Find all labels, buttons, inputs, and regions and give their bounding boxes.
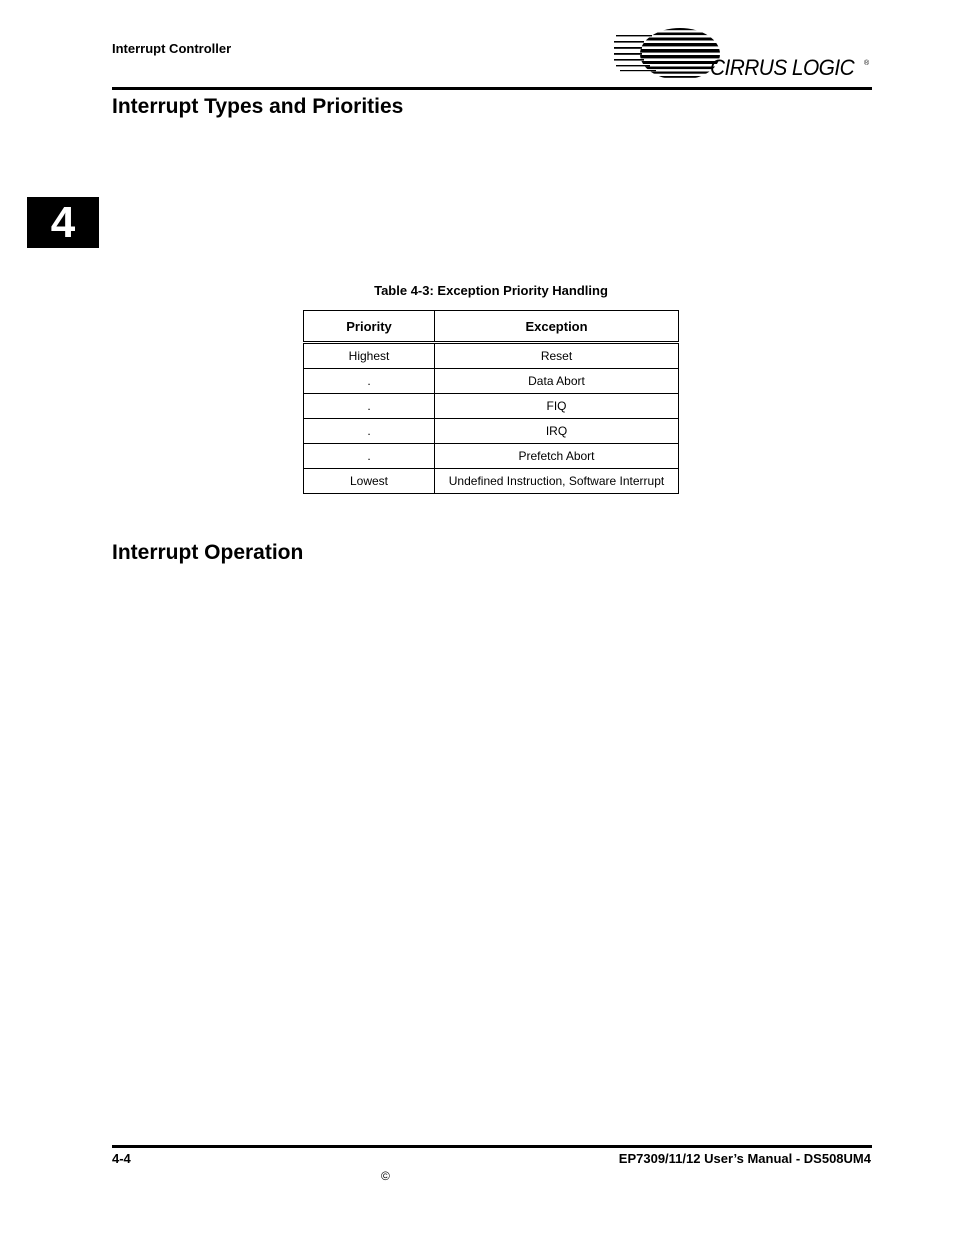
table-header-row xyxy=(304,311,679,343)
registered-mark: ® xyxy=(864,60,870,67)
priority-cell: . xyxy=(304,419,435,444)
section-title-interrupt-types: Interrupt Types and Priorities xyxy=(112,95,404,118)
table-row xyxy=(304,369,679,394)
copyright-symbol: © xyxy=(381,1169,390,1183)
exception-cell: FIQ xyxy=(435,394,679,419)
table-row xyxy=(304,419,679,444)
cirrus-logic-logo xyxy=(614,27,872,85)
column-header-exception: Exception xyxy=(435,311,679,343)
exception-cell: IRQ xyxy=(435,419,679,444)
priority-cell: . xyxy=(304,444,435,469)
table-row xyxy=(304,394,679,419)
chapter-tab: 4 xyxy=(27,197,99,248)
section-title-interrupt-operation: Interrupt Operation xyxy=(112,541,304,564)
exception-cell: Reset xyxy=(435,343,679,369)
exception-cell: Undefined Instruction, Software Interrupt xyxy=(435,469,679,494)
priority-cell: . xyxy=(304,369,435,394)
table-row xyxy=(304,343,679,369)
header-rule xyxy=(112,87,872,90)
logo-wordmark: CIRRUS LOGIC xyxy=(710,55,855,80)
footer-rule xyxy=(112,1145,872,1148)
table-caption: Table 4-3: Exception Priority Handling xyxy=(374,283,608,298)
table-row xyxy=(304,469,679,494)
document-title: EP7309/11/12 User’s Manual - DS508UM4 xyxy=(618,1151,871,1166)
table-row xyxy=(304,444,679,469)
priority-cell: . xyxy=(304,394,435,419)
exception-cell: Prefetch Abort xyxy=(435,444,679,469)
column-header-priority: Priority xyxy=(304,311,435,343)
exception-priority-table xyxy=(303,310,679,494)
priority-cell: Highest xyxy=(304,343,435,369)
exception-cell: Data Abort xyxy=(435,369,679,394)
page-number: 4-4 xyxy=(112,1151,131,1166)
running-header: Interrupt Controller xyxy=(112,41,232,56)
priority-cell: Lowest xyxy=(304,469,435,494)
